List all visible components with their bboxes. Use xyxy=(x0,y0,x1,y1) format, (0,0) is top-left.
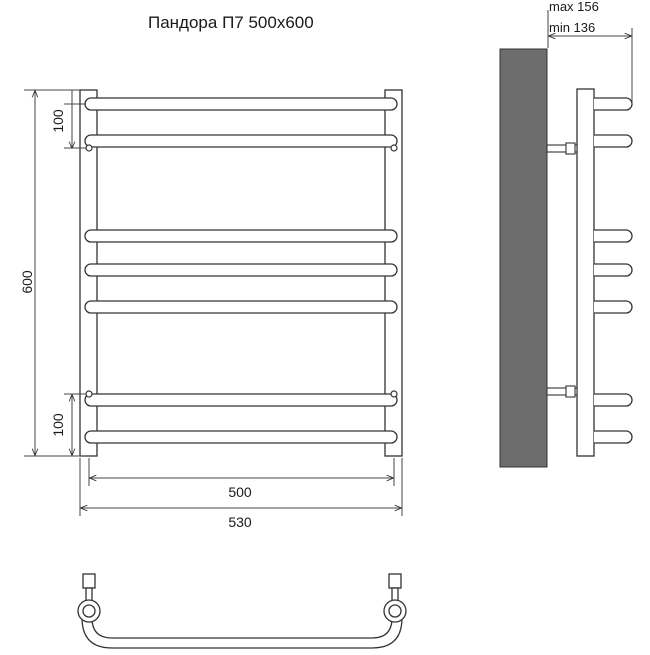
crossbar xyxy=(85,98,397,110)
bottom-inlet-right xyxy=(389,574,401,588)
bottom-valve-right-inner xyxy=(389,605,401,617)
side-crossbar xyxy=(594,394,632,406)
side-crossbars xyxy=(594,98,632,443)
dim-inner-width xyxy=(89,458,394,486)
wall-section xyxy=(500,49,547,467)
crossbar xyxy=(85,264,397,276)
side-crossbar xyxy=(594,230,632,242)
bottom-inlet-left xyxy=(83,574,95,588)
crossbars xyxy=(85,98,397,443)
dim-max-label: max 156 xyxy=(549,0,599,14)
bottom-u-tube xyxy=(82,612,402,648)
wall-mount-top-nut xyxy=(566,143,575,154)
dim-top-spacing-label: 100 xyxy=(50,109,66,133)
side-crossbar xyxy=(594,264,632,276)
connector-bottom-left xyxy=(86,391,92,397)
side-post xyxy=(577,89,594,456)
crossbar xyxy=(85,230,397,242)
side-crossbar xyxy=(594,98,632,110)
connector-top-right xyxy=(391,145,397,151)
connector-top-left xyxy=(86,145,92,151)
diagram-title: Пандора П7 500x600 xyxy=(148,13,314,32)
dim-outer-width-label: 530 xyxy=(228,514,252,530)
dim-min-label: min 136 xyxy=(549,20,596,35)
connector-bottom-right xyxy=(391,391,397,397)
crossbar xyxy=(85,431,397,443)
dim-bottom-spacing-label: 100 xyxy=(50,413,66,437)
bottom-view xyxy=(78,574,406,648)
bottom-valve-left-inner xyxy=(83,605,95,617)
side-crossbar xyxy=(594,135,632,147)
crossbar xyxy=(85,301,397,313)
side-crossbar xyxy=(594,431,632,443)
dim-height-label: 600 xyxy=(19,270,35,294)
wall-mount-bottom-nut xyxy=(566,386,575,397)
wall-mounts xyxy=(547,143,577,397)
side-crossbar xyxy=(594,301,632,313)
crossbar xyxy=(85,135,397,147)
crossbar xyxy=(85,394,397,406)
dim-inner-width-label: 500 xyxy=(228,484,252,500)
